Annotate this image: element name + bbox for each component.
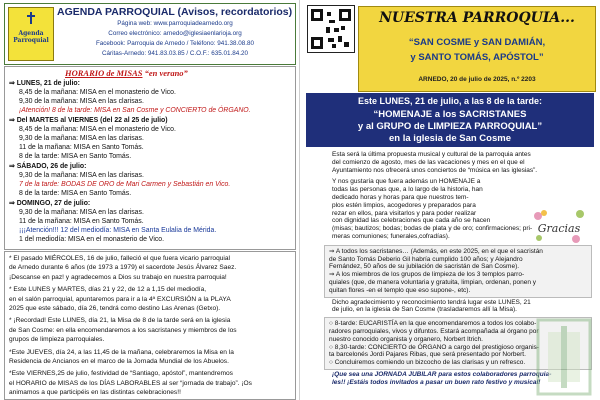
news-line: * Este LUNES y MARTES, días 21 y 22, de 12 a 1,15 del mediodía, [9, 286, 207, 294]
cross-icon [27, 12, 35, 24]
mass-time-line: 1 del mediodía: MISA en el monasterio de Vico. [19, 236, 165, 243]
agenda-logo [8, 7, 54, 61]
closing-line: ¡Que sea una JORNADA JUBILAR para estos colaboradores parroquia- [332, 371, 552, 378]
news-line: de Arnedo durante 6 años (de 1973 a 1979) el sacerdote Jesús Álvarez Saez. [9, 264, 237, 272]
schedule-day-heading: ⇒ LUNES, 21 de julio: [9, 80, 80, 87]
mass-time-line: 9,30 de la mañana: MISA en las clarisas. [19, 135, 144, 142]
intro-paragraph-line: Esta será la última propuesta musical y cultural de la parroquia antes [332, 151, 531, 158]
mass-schedule [4, 66, 296, 250]
schedule-notice: 7 de la tarde: BODAS DE ORO de Mari Carmen y Sebastián en Vico. [19, 181, 231, 188]
news-line: ¡Descanse en paz! y agradecemos a Dios su trabajo en nuestra parroquia! [9, 273, 227, 281]
news-line: * El pasado MIÉRCOLES, 16 de julio, falleció el que fuera vicario parroquial [9, 255, 231, 262]
event-location-line: Dicho agradecimiento y reconocimiento tendrá lugar este LUNES, 21 [332, 298, 531, 306]
news-box [4, 251, 296, 400]
program-line: ta barcelonés Jordi Pajares Ribas, que será presentado por Norbert. [329, 351, 526, 359]
headline-line: y al GRUPO de LIMPIEZA PARROQUIAL” [357, 121, 543, 132]
watermark-logo [534, 318, 594, 396]
schedule-day-heading: ⇒ SÁBADO, 26 de julio: [9, 163, 87, 170]
recipient-line: ⇒ A todos los sacristanes… (Además, en este 2025, en el que el sacristán [329, 247, 543, 255]
headline-line: en la iglesia de San Cosme [389, 133, 511, 144]
page-divider [299, 0, 300, 400]
program-line: nuestro conocido organista y organero, Norbert Itrich. [329, 335, 483, 343]
recipient-line: quiales (que, de manera voluntaria y gratuita, limpian, ordenan, ponen y [329, 278, 537, 286]
news-line: grupos de limpieza parroquiales. [9, 336, 105, 344]
logo-text: Agenda Parroquial [13, 30, 49, 44]
caritas-cof-line: Cáritas-Arnedo: 941.83.03.85 / C.O.F.: 635.01.84.20 [102, 50, 248, 57]
website-line[interactable]: Página web: www.parroquiadearnedo.org [117, 20, 233, 27]
parish-banner [358, 6, 596, 92]
mass-time-line: 8 de la tarde: MISA en Santo Tomás. [19, 153, 132, 160]
mass-time-line: 8 de la tarde: MISA en Santo Tomás. [19, 190, 132, 197]
news-line: de San Cosme: en ella encomendaremos a los sacristanes y miembros de los [9, 326, 237, 334]
homage-paragraph-line: con dignidad las celebraciones que cada año se hacen [332, 217, 491, 225]
recipient-line: ⇒ A los miembros de los grupos de limpieza de los 3 templos parro- [329, 271, 525, 279]
homage-headline [306, 93, 594, 147]
banner-title: NUESTRA PARROQUIA... [379, 10, 575, 26]
event-location-line: de julio, en la iglesia de San Cosme (trasladaremos allí la Misa). [332, 306, 517, 314]
news-line: 2025 que este sábado, día 26, tendrá como destino Las Arenas (Getxo). [9, 305, 221, 312]
homage-paragraph-line: dedicado horas y horas para que nuestros tem- [332, 194, 469, 201]
schedule-notice: ¡Atención! 8 de la tarde: MISA en San Cosme y CONCIERTO de ÓRGANO. [19, 107, 251, 114]
facebook-phone-line: Facebook: Parroquia de Arnedo / Teléfono: 941.38.08.80 [95, 40, 255, 47]
mass-time-line: 9,30 de la mañana: MISA en las clarisas. [19, 209, 144, 216]
qr-code-icon[interactable] [307, 5, 355, 53]
mass-time-line: 9,30 de la mañana: MISA en las clarisas. [19, 172, 144, 179]
recipient-line: de Santo Tomás Deberio Gil habría cumplido 100 años; y Alejandro [329, 255, 523, 263]
program-line: ○ Concluiremos comiendo un bizcocho de las clarisas y un refresco. [329, 359, 526, 367]
schedule-title: HORARIO de MISAS “en verano” [65, 68, 188, 78]
closing-line: les!! ¡Estáis todos invitados a pasar un buen rato festivo y musical! [332, 378, 541, 386]
mass-time-line: 9,30 de la mañana: MISA en las clarisas. [19, 98, 144, 105]
headline-line: “HOMENAJE a los SACRISTANES [373, 109, 527, 120]
intro-paragraph-line: Ayuntamiento nos ofrecerá unos conciertos de “música en las iglesias”. [332, 166, 538, 174]
program-line: ○ 8,30-tarde: CONCIERTO de ÓRGANO a cargo del prestigioso organis- [329, 343, 539, 351]
schedule-day-heading: ⇒ Del MARTES al VIERNES (del 22 al 25 de julio) [9, 117, 168, 124]
intro-paragraph-line: del comienzo de agosto, mes de las vacaciones y mes en el que el [332, 158, 525, 166]
recipients-box [324, 245, 592, 298]
homage-paragraph-line: meras comuniones; funerales,cofradías). [332, 233, 450, 240]
agenda-title: AGENDA PARROQUIAL (Avisos, recordatorios) [57, 6, 293, 18]
left-page [2, 0, 298, 400]
homage-paragraph-line: plos estén limpios, acogedores y preparados para [332, 201, 476, 209]
banner-subtitle-2: y SANTO TOMÁS, APÓSTOL” [410, 52, 544, 63]
news-line: el HORARIO de MISAS de los DÍAS LABORABLES al ser “jornada de trabajo”. ¡Os [9, 379, 252, 387]
news-line: Residencia de Ancianos en el marco de la Jornada Mundial de los Abuelos. [9, 358, 229, 365]
headline-line: Este LUNES, 21 de julio, a las 8 de la tarde: [357, 96, 543, 106]
mass-time-line: 8,45 de la mañana: MISA en el monasterio de Vico. [19, 126, 176, 133]
banner-subtitle-1: “SAN COSME y SAN DAMIÁN, [408, 37, 546, 48]
news-line: animamos a que participéis en las distintas celebraciones!! [9, 389, 181, 397]
program-line: radores parroquiales, vivos y difuntos. Estará acompañada al órgano por [329, 327, 539, 335]
homage-paragraph-line: rezar en ellos, para visitarlos y para poder realizar [332, 209, 477, 217]
news-line: *Este VIERNES,25 de julio, festividad de “Santiago, apóstol”, mantendremos [9, 370, 233, 378]
program-line: ○ 8-tarde: EUCARISTÍA en la que encomendaremos a todos los colabo- [329, 320, 537, 328]
mass-time-line: 11 de la mañana: MISA en Santo Tomás. [19, 218, 144, 225]
schedule-day-heading: ⇒ DOMINGO, 27 de julio: [9, 200, 91, 207]
agenda-header [4, 3, 296, 65]
homage-paragraph-line: (misas; bautizos; bodas; bodas de plata y de oro; confirmaciones; pri- [332, 225, 533, 233]
schedule-notice: ¡¡¡Atención!!! 12 del mediodía: MISA en Santa Eulalia de Mérida. [19, 227, 217, 234]
homage-paragraph-line: Y nos gustaría que fuera además un HOMENAJE a [332, 178, 481, 186]
gracias-flower-icon [530, 208, 588, 246]
news-line: * ¡Recordad! Este LUNES, día 21, la Misa de 8 de la tarde será en la iglesia [9, 317, 231, 325]
issue-date: ARNEDO, 20 de julio de 2025, n.º 2203 [418, 76, 536, 83]
news-line: en el salón parroquial, apuntaremos para ir a la 4ª EXCURSIÓN a la PLAYA [9, 295, 231, 303]
recipient-line: quitan flores -en el templo que eso supone-, etc). [329, 286, 471, 294]
email-line[interactable]: Correo electrónico: arnedo@iglesiaenlarioja.org [108, 30, 242, 37]
mass-time-line: 8,45 de la mañana: MISA en el monasterio de Vico. [19, 89, 176, 96]
right-page [302, 0, 598, 400]
news-line: *Este JUEVES, día 24, a las 11,45 de la mañana, celebraremos la Misa en la [9, 348, 234, 356]
recipient-line: Fernández, 50 años de su jubilación de sacristán de San Cosme). [329, 263, 520, 271]
mass-time-line: 11 de la mañana: MISA en Santo Tomás. [19, 144, 144, 151]
gracias-label: Gracias [537, 222, 581, 235]
homage-paragraph-line: todas las personas que, a lo largo de la historia, han [332, 186, 483, 194]
